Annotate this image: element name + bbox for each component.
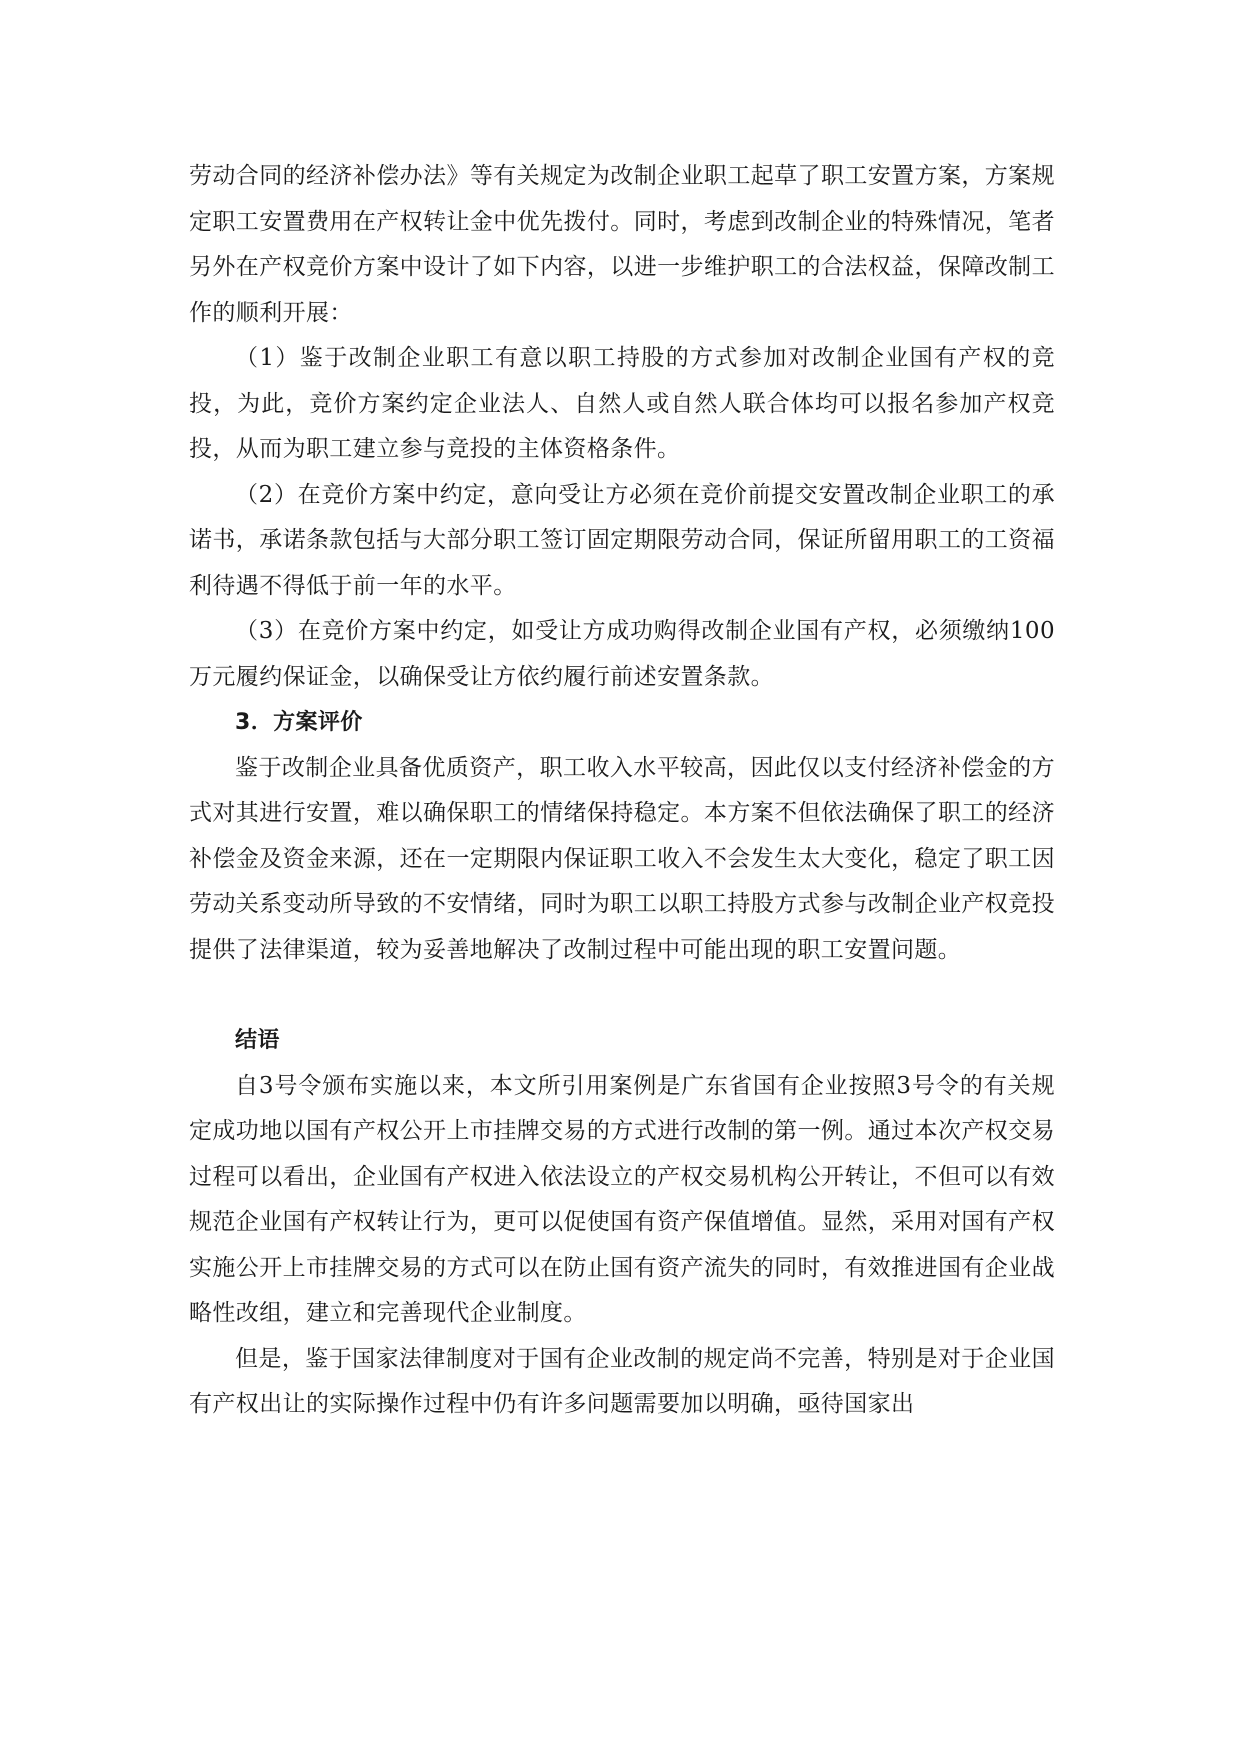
paragraph-intro: 劳动合同的经济补偿办法》等有关规定为改制企业职工起草了职工安置方案，方案规定职工安置费用在产权转让金中优先拨付。同时，考虑到改制企业的特殊情况，笔者另外在产权竞价方案中设计了如下内容，以进一步维护职工的合法权益，保障改制工作的顺利开展：: [189, 163, 1055, 326]
section-heading-evaluation: 3．方案评价: [235, 710, 363, 735]
paragraph-evaluation: 鉴于改制企业具备优质资产，职工收入水平较高，因此仅以支付经济补偿金的方式对其进行安置，难以确保职工的情绪保持稳定。本方案不但依法确保了职工的经济补偿金及资金来源，还在一定期限内保证职工收入不会发生太大变化，稳定了职工因劳动关系变动所导致的不安情绪，同时为职工以职工持股方式参与改制企业产权竞投提供了法律渠道，较为妥善地解决了改制过程中可能出现的职工安置问题。: [189, 754, 1055, 963]
section-spacer: [189, 973, 1055, 1018]
document-body: [189, 154, 1055, 1428]
paragraph-conclusion-2: 但是，鉴于国家法律制度对于国有企业改制的规定尚不完善，特别是对于企业国有产权出让的实际操作过程中仍有许多问题需要加以明确，亟待国家出: [189, 1345, 1055, 1417]
section-heading-conclusion: 结语: [235, 1028, 280, 1053]
paragraph-conclusion-1: 自3号令颁布实施以来，本文所引用案例是广东省国有企业按照3号令的有关规定成功地以国有产权公开上市挂牌交易的方式进行改制的第一例。通过本次产权交易过程可以看出，企业国有产权进入依法设立的产权交易机构公开转让，不但可以有效规范企业国有产权转让行为，更可以促使国有资产保值增值。显然，采用对国有产权实施公开上市挂牌交易的方式可以在防止国有资产流失的同时，有效推进国有企业战略性改组，建立和完善现代企业制度。: [189, 1072, 1055, 1326]
list-item-3: （3）在竞价方案中约定，如受让方成功购得改制企业国有产权，必须缴纳100万元履约保证金，以确保受让方依约履行前述安置条款。: [189, 618, 1055, 690]
list-item-2: （2）在竞价方案中约定，意向受让方必须在竞价前提交安置改制企业职工的承诺书，承诺条款包括与大部分职工签订固定期限劳动合同，保证所留用职工的工资福利待遇不得低于前一年的水平。: [189, 481, 1055, 599]
list-item-1: （1）鉴于改制企业职工有意以职工持股的方式参加对改制企业国有产权的竞投，为此，竞价方案约定企业法人、自然人或自然人联合体均可以报名参加产权竞投，从而为职工建立参与竞投的主体资格条件。: [189, 345, 1055, 462]
